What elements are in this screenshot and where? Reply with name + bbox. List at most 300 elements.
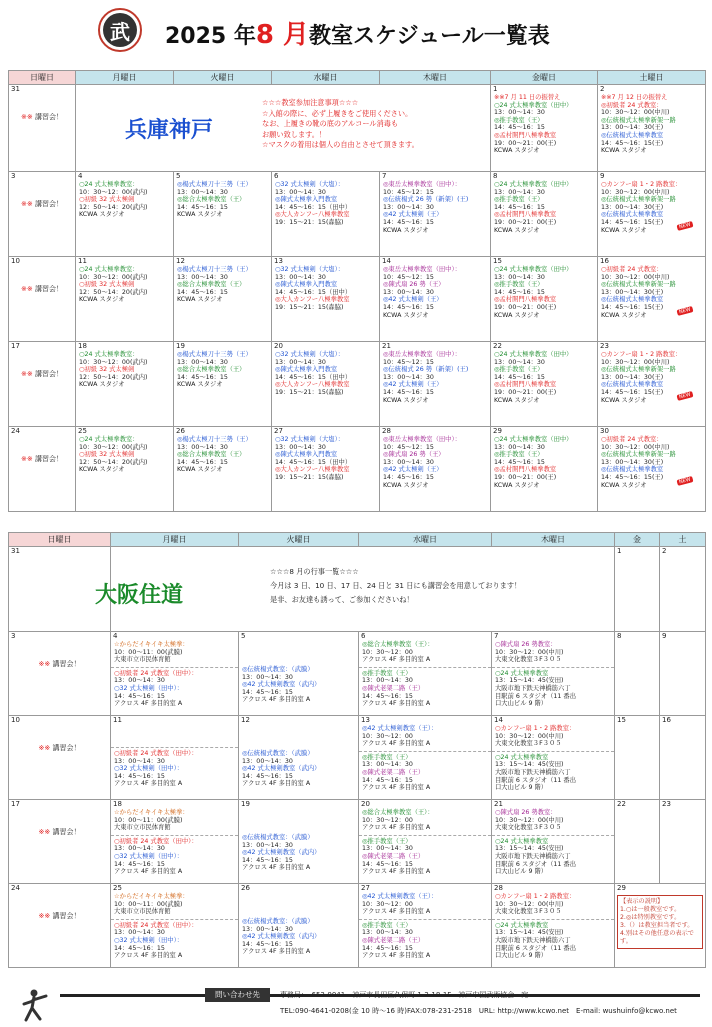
class-entries — [174, 181, 271, 219]
class-line: 10：30～12：00(中川) — [601, 109, 670, 117]
day-number: 7 — [382, 172, 387, 180]
class-line: 13：00～14：30 — [362, 929, 413, 937]
day-number: 15 — [617, 716, 626, 724]
class-line: 13：15～14：45(安田) — [495, 929, 564, 937]
class-line: ○24 式太極拳教室（田中） — [494, 351, 573, 358]
class-line: ◎大人カンフー八極拳教室 — [275, 211, 350, 219]
class-line: 13：00～14：30 — [383, 373, 434, 381]
class-line: 14：45～16：15 — [242, 772, 293, 780]
day-cell — [491, 172, 598, 257]
class-line: ○32 式太極剣（田中）： — [114, 936, 184, 944]
class-entries — [111, 835, 238, 876]
class-line: ◎42 式太極剣教室（武内） — [242, 849, 321, 857]
top-class-entries — [111, 809, 238, 832]
class-line: 19：00～21：00(王) — [494, 473, 557, 481]
day-cell — [598, 85, 706, 172]
class-line: ◎大人カンフー八極拳教室 — [275, 296, 350, 304]
workshop-mark: ※※ — [38, 912, 51, 920]
class-line: ○24 式太極拳教室： — [79, 181, 139, 188]
day-number: 28 — [494, 884, 503, 892]
workshop-label: 講習会！ — [32, 370, 63, 378]
class-line: ○24 式太極拳教室： — [79, 351, 139, 358]
workshop-label: 講習会！ — [32, 200, 63, 208]
class-line: 19：15～21：15(森脇) — [275, 388, 344, 396]
class-line: 口大山ビル 9 階） — [495, 700, 548, 708]
class-line: ◎42 式太極剣教室（武内） — [242, 933, 321, 941]
workshop-note — [9, 454, 75, 464]
class-line: 14：45～16：15 — [242, 688, 293, 696]
class-line: 14：45～16：15 — [362, 692, 413, 700]
day-cell — [615, 632, 660, 716]
day-number: 28 — [382, 427, 391, 435]
class-line: 大東市立市民体育館 — [114, 824, 171, 832]
page-header — [0, 0, 712, 62]
class-line: ◎伝統楊式太極拳新架一路 — [601, 196, 676, 204]
day-cell — [660, 800, 706, 884]
day-cell — [492, 632, 615, 716]
class-line: ◎孟村開門八極拳教室 — [494, 211, 557, 219]
workshop-mark: ※※ — [21, 285, 33, 293]
class-line: KCWA スタジオ — [601, 226, 647, 234]
week-row — [9, 172, 706, 257]
class-line: ◎大人カンフー八極拳教室 — [275, 466, 350, 474]
class-entries — [359, 919, 491, 960]
class-line: KCWA スタジオ — [601, 147, 647, 155]
day-cell — [9, 884, 111, 968]
class-line: 10：30～12：00(武内) — [79, 443, 148, 451]
class-line: KCWA スタジオ — [494, 147, 540, 155]
class-line: 13：00～14：30(王) — [601, 288, 664, 296]
day-number: 24 — [11, 884, 20, 892]
class-line: ◎42 式太極剣教室（王）： — [362, 893, 438, 900]
class-line: ○32 式太極剣（大塩）： — [275, 436, 345, 443]
class-line: 12：50～14：20(武内) — [79, 373, 148, 381]
class-entries — [492, 667, 614, 708]
day-number: 31 — [11, 85, 20, 93]
class-entries — [491, 181, 597, 234]
class-line: 13：00～14：30 — [362, 761, 413, 769]
class-line: アクロス 4F 多目的室 A — [362, 656, 431, 664]
class-line: KCWA スタジオ — [383, 481, 429, 489]
class-line: 14：45～16：15(王) — [601, 388, 664, 396]
day-number: 19 — [241, 800, 250, 808]
workshop-note — [9, 369, 75, 379]
day-number: 6 — [361, 632, 366, 640]
class-line: ○初級者 24 式教室： — [601, 266, 663, 273]
workshop-label: 講習会！ — [32, 455, 63, 463]
class-line: ◎42 式太極剣（王） — [383, 211, 443, 219]
top-class-entries — [111, 893, 238, 916]
class-line: 14：45～16：15 — [383, 473, 434, 481]
class-line: 大東市立市民体育館 — [114, 656, 171, 664]
class-entries — [76, 266, 173, 304]
class-line: ◎東岳太極拳教室（田中）： — [383, 351, 461, 358]
day-header: 日曜日 — [9, 71, 76, 85]
osaka-title: 大阪住道 — [95, 583, 184, 608]
class-entries — [492, 835, 614, 876]
class-entries — [111, 919, 238, 960]
class-line: ○カンフー扇 1・2 路教室： — [495, 725, 576, 732]
day-cell — [615, 884, 706, 968]
day-cell — [359, 632, 492, 716]
class-line: 14：45～16：15（田中） — [275, 203, 352, 211]
day-header: 土 — [660, 533, 706, 547]
class-entries — [380, 351, 490, 404]
day-header: 日曜日 — [9, 533, 111, 547]
class-line: ◎伝統楊式太極拳新架一路 — [601, 366, 676, 374]
class-line: ◎総合太極拳教室（王）： — [362, 809, 434, 816]
class-line: ○24 式太極拳教室 — [495, 921, 549, 929]
day-number: 14 — [494, 716, 503, 724]
day-number: 1 — [617, 547, 622, 555]
class-line: 19：15～21：15(森脇) — [275, 218, 344, 226]
class-line: ◎推手教室（王） — [494, 281, 544, 289]
class-line: 19：00～21：00(王) — [494, 303, 557, 311]
logo-mark: 武 — [103, 13, 137, 47]
class-line: 13：00～14：30 — [362, 845, 413, 853]
class-line: ☆からだイキイキ太極拳： — [114, 641, 189, 648]
class-line: 10：30～12：00(中川) — [495, 648, 564, 656]
class-line: 13：00～14：30 — [242, 673, 293, 681]
workshop-label: 講習会！ — [32, 113, 63, 121]
class-line: KCWA スタジオ — [601, 311, 647, 319]
class-line: 19：15～21：15(森脇) — [275, 303, 344, 311]
class-line: ◎伝統楊式太極拳新架一路 — [601, 116, 676, 124]
class-entries — [76, 436, 173, 474]
class-line: 口大山ビル 9 階） — [495, 784, 548, 792]
class-line: ○32 式太極剣（田中）： — [114, 852, 184, 860]
class-line: ◎総合太極拳教室（王） — [177, 281, 246, 289]
class-entries — [239, 750, 358, 788]
day-number: 2 — [662, 547, 667, 555]
day-cell — [9, 716, 111, 800]
class-line: 13：00～14：30(王) — [601, 124, 664, 132]
class-line: 14：45～16：15 — [383, 218, 434, 226]
day-cell — [492, 716, 615, 800]
class-line: 13：00～14：30(王) — [601, 373, 664, 381]
osaka-notice — [270, 565, 521, 607]
class-line: 14：45～16：15 — [362, 944, 413, 952]
class-line: アクロス 4F 多目的室 A — [242, 864, 311, 872]
class-line: ◎陳式老架二路（王） — [362, 768, 425, 776]
day-cell — [9, 85, 76, 172]
class-line: ○24 式太極拳教室： — [79, 436, 139, 443]
class-line: 14：45～16：15 — [114, 860, 165, 868]
day-cell — [615, 716, 660, 800]
class-line: ○カンフー扇 1・2 路教室： — [495, 893, 576, 900]
day-cell — [111, 884, 239, 968]
class-line: KCWA スタジオ — [177, 211, 223, 219]
class-line: ◎東岳太極拳教室（田中）： — [383, 436, 461, 443]
class-line: 13：00～14：30 — [362, 677, 413, 685]
day-number: 13 — [361, 716, 370, 724]
top-class-entries — [111, 641, 238, 664]
class-line: KCWA スタジオ — [494, 311, 540, 319]
day-number: 8 — [617, 632, 622, 640]
day-cell — [111, 632, 239, 716]
day-number: 6 — [274, 172, 279, 180]
class-line: 大阪市地下鉄天神橋筋六丁 — [495, 936, 571, 944]
class-line: ○初級者 24 式教室（田中）： — [114, 750, 198, 757]
day-cell — [660, 547, 706, 632]
top-class-entries — [359, 809, 491, 832]
day-cell — [359, 716, 492, 800]
class-line: 14：45～16：15(王) — [601, 218, 664, 226]
day-number: 27 — [274, 427, 283, 435]
class-line: ◎伝統楊式太極拳新架一路 — [601, 451, 676, 459]
workshop-mark: ※※ — [21, 455, 33, 463]
class-line: ○24 式太極拳教室（田中） — [494, 436, 573, 443]
notice-line: ☆マスクの着用は個人の自由とさせて頂きます。 — [262, 140, 419, 149]
day-cell — [239, 632, 359, 716]
class-line: 13：00～14：30(王) — [601, 458, 664, 466]
day-number: 4 — [78, 172, 83, 180]
day-number: 19 — [176, 342, 185, 350]
class-entries — [272, 181, 379, 227]
class-line: 13：00～14：30 — [383, 458, 434, 466]
class-line: アクロス 4F 多目的室 A — [114, 700, 183, 708]
notice-line: ☆入館の際に、必ず上履きをご使用ください。 — [262, 108, 413, 118]
class-line: ◎推手教室（王） — [494, 116, 544, 124]
class-line: ◎孟村開門八極拳教室 — [494, 466, 557, 474]
day-cell — [598, 427, 706, 512]
top-class-entries — [359, 641, 491, 664]
legend-box — [617, 895, 703, 949]
class-entries — [492, 919, 614, 960]
class-line: KCWA スタジオ — [383, 396, 429, 404]
class-line: 13：00～14：30(王) — [601, 203, 664, 211]
week-row — [9, 716, 706, 800]
class-line: 13：15～14：45(安田) — [495, 761, 564, 769]
class-entries — [174, 436, 271, 474]
class-line: 14：45～16：15（田中） — [275, 373, 352, 381]
class-line: KCWA スタジオ — [383, 226, 429, 234]
day-cell — [359, 884, 492, 968]
day-cell — [76, 172, 174, 257]
workshop-note — [9, 743, 110, 753]
day-number: 30 — [600, 427, 609, 435]
top-class-entries — [492, 809, 614, 832]
class-line: 14：45～16：15(王) — [601, 139, 664, 147]
class-line: 13：00～14：30 — [242, 841, 293, 849]
class-line: ◎陳式太極拳入門教室 — [275, 196, 338, 204]
day-number: 16 — [662, 716, 671, 724]
day-number: 10 — [11, 257, 20, 265]
class-line: 13：15～14：45(安田) — [495, 677, 564, 685]
class-line: アクロス 4F 多目的室 A — [114, 952, 183, 960]
class-entries — [111, 667, 238, 708]
class-line: KCWA スタジオ — [494, 481, 540, 489]
day-header: 金 — [615, 533, 660, 547]
title-year: 2025 年 — [165, 24, 256, 49]
legend-line: 3.（）は教室担当者です。 — [620, 922, 694, 929]
day-cell — [380, 427, 491, 512]
day-number: 13 — [274, 257, 283, 265]
class-line: KCWA スタジオ — [177, 466, 223, 474]
class-line: 10：00～11：00(武膜) — [114, 816, 183, 824]
day-number: 12 — [241, 716, 250, 724]
day-header: 木曜日 — [380, 71, 491, 85]
class-line: ◎推手教室（王） — [362, 837, 412, 845]
day-number: 17 — [11, 342, 20, 350]
class-entries — [491, 266, 597, 319]
day-number: 29 — [617, 884, 626, 892]
class-line: ◎推手教室（王） — [362, 753, 412, 761]
class-line: 14：45～16：15 — [242, 856, 293, 864]
day-number: 11 — [78, 257, 87, 265]
class-line: アクロス 4F 多目的室 A — [242, 780, 311, 788]
day-cell — [9, 427, 76, 512]
class-line: 10：30～12：00 — [362, 732, 413, 740]
day-number: 4 — [113, 632, 118, 640]
class-line: 13：00～14：30 — [114, 677, 165, 685]
class-line: 13：00～14：30 — [177, 358, 228, 366]
class-line: 10：45～12：15 — [383, 358, 434, 366]
class-line: 10：45～12：15 — [383, 273, 434, 281]
day-number: 25 — [113, 884, 122, 892]
class-line: 13：00～14：30 — [177, 188, 228, 196]
class-line: KCWA スタジオ — [79, 211, 125, 219]
class-line: 大東文化教室３F３０５ — [495, 740, 562, 748]
class-entries — [359, 751, 491, 792]
class-line: 10：00～11：00(武膜) — [114, 648, 183, 656]
class-line: ○陳式扇 26 勢教室： — [495, 809, 557, 816]
day-header: 水曜日 — [359, 533, 492, 547]
class-entries — [239, 918, 358, 956]
class-entries — [111, 747, 238, 788]
class-line: KCWA スタジオ — [494, 226, 540, 234]
class-line: 10：00～11：00(武膜) — [114, 900, 183, 908]
day-cell — [9, 342, 76, 427]
class-line: 目駅前 6 スタジオ（11 番出 — [495, 776, 576, 784]
new-badge: NEW — [678, 391, 692, 401]
day-cell — [111, 800, 239, 884]
week-row — [9, 800, 706, 884]
class-line: 14：45～16：15 — [177, 458, 228, 466]
day-cell — [598, 172, 706, 257]
day-header: 木曜日 — [492, 533, 615, 547]
workshop-label: 講習会！ — [50, 912, 81, 920]
class-line: 13：00～14：30 — [114, 845, 165, 853]
legend-line: 1.○は一般教室です。 — [620, 906, 681, 913]
day-cell — [380, 257, 491, 342]
class-line: ◎総合太極拳教室（王） — [177, 366, 246, 374]
class-line: 10：30～12：00 — [362, 900, 413, 908]
class-line: 10：30～12：00(中川) — [495, 816, 564, 824]
class-line: KCWA スタジオ — [383, 311, 429, 319]
class-line: ◎孟村開門八極拳教室 — [494, 381, 557, 389]
top-class-entries — [359, 893, 491, 916]
kobe-title: 兵庫神戸 — [125, 118, 214, 143]
class-line: ○24 式太極拳教室 — [495, 669, 549, 677]
day-cell — [239, 716, 359, 800]
class-line: 大東文化教室３F３０５ — [495, 656, 562, 664]
class-line: ◎東岳太極拳教室（田中）： — [383, 266, 461, 273]
day-cell — [598, 257, 706, 342]
day-number: 14 — [382, 257, 391, 265]
class-line: ○初級 32 式太極剣 — [79, 366, 135, 374]
day-header: 金曜日 — [491, 71, 598, 85]
class-line: 14：45～16：15 — [362, 860, 413, 868]
class-line: ○24 式太極拳教室（田中） — [494, 181, 573, 188]
day-number: 11 — [113, 716, 122, 724]
workshop-mark: ※※ — [38, 744, 51, 752]
class-line: ◎伝統楊式 26 勢（新架）(王) — [383, 196, 469, 204]
class-line: 13：00～14：30 — [275, 358, 326, 366]
class-line: ◎陳式太極拳入門教室 — [275, 281, 338, 289]
day-cell — [174, 427, 272, 512]
workshop-note — [9, 911, 110, 921]
week-row — [9, 632, 706, 716]
day-number: 1 — [493, 85, 498, 93]
class-line: ◎伝統楊式太極拳教室 — [601, 296, 664, 304]
class-line: アクロス 4F 多目的室 A — [242, 696, 311, 704]
class-entries — [174, 266, 271, 304]
class-line: ○32 式太極剣（大塩）： — [275, 266, 345, 273]
class-line: 13：00～14：30 — [242, 757, 293, 765]
day-number: 27 — [361, 884, 370, 892]
logo — [98, 8, 142, 52]
day-header: 月曜日 — [111, 533, 239, 547]
class-line: ◎42 式太極剣教室（武内） — [242, 765, 321, 773]
class-line: ◎伝統楊式太極拳教室 — [601, 211, 664, 219]
day-cell — [76, 427, 174, 512]
day-cell — [492, 884, 615, 968]
class-line: 13：00～14：30 — [494, 443, 545, 451]
class-line: ◎陳式太極拳入門教室 — [275, 366, 338, 374]
class-line: 19：15～21：15(森脇) — [275, 473, 344, 481]
day-number: 2 — [600, 85, 605, 93]
class-line: ◎陳式老架二路（王） — [362, 936, 425, 944]
class-line: ○初級 32 式太極剣 — [79, 196, 135, 204]
day-number: 20 — [361, 800, 370, 808]
day-number: 7 — [494, 632, 499, 640]
class-entries — [272, 266, 379, 312]
day-cell — [9, 632, 111, 716]
class-line: 13：00～14：30 — [114, 929, 165, 937]
day-header: 土曜日 — [598, 71, 706, 85]
class-line: アクロス 4F 多目的室 A — [114, 780, 183, 788]
new-badge: NEW — [678, 476, 692, 486]
class-line: ◎陳式老架二路（王） — [362, 684, 425, 692]
kobe-notice — [262, 98, 477, 151]
class-entries — [239, 834, 358, 872]
class-line: ◎陳式扇 26 勢（王） — [383, 281, 445, 289]
new-badge: NEW — [678, 306, 692, 316]
class-line: 19：00～21：00(王) — [494, 139, 557, 147]
class-line: アクロス 4F 多目的室 A — [362, 784, 431, 792]
class-line: 14：45～16：15 — [114, 944, 165, 952]
kobe-day-header — [9, 71, 706, 85]
day-number: 23 — [600, 342, 609, 350]
class-line: ☆からだイキイキ太極拳： — [114, 809, 189, 816]
class-line: ○初級 32 式太極剣 — [79, 281, 135, 289]
class-line: 14：45～16：15 — [114, 772, 165, 780]
day-number: 12 — [176, 257, 185, 265]
new-badge: NEW — [678, 221, 692, 231]
day-cell — [380, 342, 491, 427]
class-line: ◎陳式老架二路（王） — [362, 852, 425, 860]
class-line: 13：00～14：30 — [275, 273, 326, 281]
workshop-note — [9, 112, 75, 122]
workshop-note — [9, 284, 75, 294]
workshop-note — [9, 199, 75, 209]
class-line: KCWA スタジオ — [601, 396, 647, 404]
top-class-entries — [359, 725, 491, 748]
class-line: ◎伝統楊式教室：（武膜） — [242, 750, 314, 757]
class-line: 14：45～16：15(王) — [601, 303, 664, 311]
class-line: ○カンフー扇 1・2 路教室： — [601, 181, 682, 188]
